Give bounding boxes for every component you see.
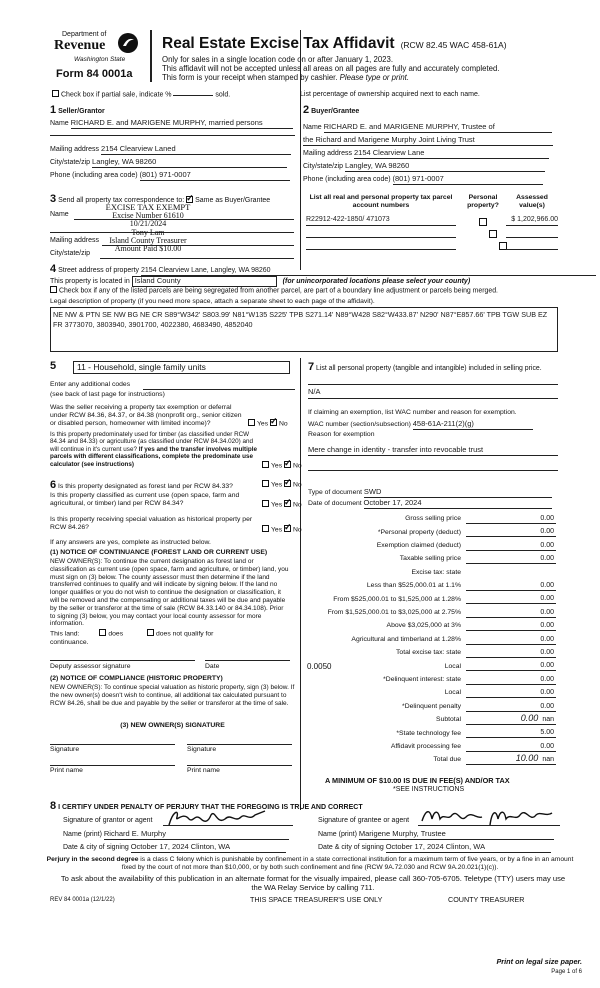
- yes-label: Yes: [257, 420, 269, 428]
- certify-text: I CERTIFY UNDER PENALTY OF PERJURY THAT THE FOREGOING IS TRUE AND CORRECT: [58, 804, 363, 811]
- grantee-signature-row: [318, 817, 409, 825]
- does-label: does: [108, 630, 124, 638]
- wac-row: [308, 420, 533, 430]
- header-line3: This form is your receipt when stamped by cashier.: [162, 72, 340, 82]
- tax-calc-label: *Delinquent interest: state: [383, 675, 461, 683]
- grantor-name-row: [63, 830, 289, 840]
- tax-calc-label: Local: [444, 689, 461, 697]
- seller-phone-field[interactable]: (801) 971-0007: [140, 171, 290, 181]
- reason-label: Reason for exemption: [308, 431, 375, 438]
- doc-date-row: [308, 499, 552, 509]
- tax-calc-value[interactable]: 0.00: [466, 662, 556, 671]
- section-8-number: 8: [50, 800, 57, 812]
- grantee-name-row: [318, 830, 554, 840]
- grantor-date-field[interactable]: October 17, 2024 Clinton, WA: [131, 843, 286, 853]
- tax-calc-row: [305, 513, 558, 524]
- owner-signature-label-1: Signature: [50, 746, 80, 753]
- street-field[interactable]: 2154 Clearview Lane, Langley, WA 98260: [141, 267, 596, 276]
- tax-calc-row: [305, 687, 558, 698]
- buyer-phone-row: [303, 175, 543, 185]
- correspondence-city-label: City/state/zip: [50, 250, 91, 257]
- accessibility-note: To ask about the availability of this publication in an alternate format for the visually impaired, please call 360-705-6705. Teletype (TTY) users may use the WA Relay Service by calling 711.: [60, 874, 566, 892]
- no-label: No: [292, 526, 302, 534]
- grantee-signature: [418, 805, 558, 829]
- exemption-question: Was the seller receiving a property tax exemption or deferral under RCW 84.36, 84.37, or 84.38 (nonprofit org., senior citizen or disabled person, homeowner with limited income)?: [50, 404, 242, 427]
- stamp-line-4: Tony Lam: [131, 227, 165, 237]
- no-label: No: [292, 481, 302, 489]
- if-yes-note: If any answers are yes, complete as instructed below.: [50, 539, 211, 546]
- deputy-signature-label: Deputy assessor signature: [50, 663, 131, 670]
- tax-calc-row: [305, 727, 558, 738]
- does-checkbox[interactable]: [99, 629, 106, 636]
- tax-calc-row: [305, 754, 558, 765]
- exemption-answers: [248, 420, 288, 428]
- forest-question-row: [50, 479, 260, 492]
- perjury-note: [40, 856, 580, 872]
- tax-calc-row: [305, 553, 558, 564]
- assessed-value-field[interactable]: [506, 228, 558, 238]
- personal-property-field[interactable]: N/A: [308, 387, 321, 396]
- dept-line3: Washington State: [74, 56, 126, 63]
- local-rate-field: 0.0050: [307, 662, 332, 672]
- grantor-name-field[interactable]: Richard E. Murphy: [104, 830, 289, 840]
- timber-no-checkbox[interactable]: [284, 461, 291, 468]
- tax-calc-value[interactable]: 0.00: [466, 636, 556, 645]
- grantee-signature-label: Signature of grantee or agent: [318, 817, 410, 824]
- buyer-city-label: City/state/zip: [303, 163, 344, 170]
- seller-heading-label: Seller/Grantor: [58, 108, 105, 115]
- tax-calc-value[interactable]: 0.00: [466, 622, 556, 631]
- tax-calc-row: [305, 620, 558, 631]
- parcel-number-field[interactable]: [306, 228, 456, 238]
- seller-city-row: [50, 158, 287, 168]
- timber-yes-checkbox[interactable]: [262, 461, 269, 468]
- ownership-note: List percentage of ownership acquired next to each name.: [300, 91, 480, 98]
- dept-line1: Department of: [62, 31, 107, 38]
- header-line1: Only for sales in a single location code on or after January 1, 2023.: [162, 54, 394, 64]
- tax-calc-value[interactable]: 0.00: [466, 649, 556, 658]
- no-label: No: [278, 420, 288, 428]
- assessed-value-field[interactable]: $ 1,202,966.00: [506, 216, 558, 226]
- tax-calc-label: *Personal property (deduct): [377, 528, 461, 536]
- page-number: Page 1 of 6: [551, 969, 582, 975]
- legal-description-label: Legal description of property (if you need more space, attach a separate sheet to each page of the affidavit).: [50, 298, 375, 305]
- grantor-signature-label: Signature of grantor or agent: [63, 817, 153, 824]
- page-title: Real Estate Excise Tax Affidavit: [162, 35, 395, 52]
- buyer-name-row2: [303, 136, 553, 146]
- treasurer-space-label: THIS SPACE TREASURER'S USE ONLY: [250, 895, 383, 904]
- unincorporated-note: (for unincorporated locations please select your county): [282, 278, 471, 285]
- tax-calc-value[interactable]: 0.00: [466, 595, 556, 604]
- printed-amount: nan: [542, 715, 554, 723]
- perjury-text: is a class C felony which is punishable by confinement in a state correctional institution for a maximum term of five years, or by a fine in an amount fixed by the court of not more than $10,000, or by both such confinement and fine (RCW 9A.72.030 and RCW 9A.20.021(1)(c)).: [121, 856, 574, 872]
- partial-sale-label: Check box if partial sale, indicate %: [61, 91, 172, 99]
- header-line2: This affidavit will not be accepted unless all areas on all pages are fully and accurately completed.: [162, 63, 500, 73]
- yes-label: Yes: [271, 462, 283, 470]
- tax-calc-row: [305, 741, 558, 752]
- sold-label: sold.: [215, 91, 231, 99]
- buyer-name-field-2[interactable]: the Richard and Marigene Murphy Joint Living Trust: [303, 136, 553, 146]
- personal-property-checkbox[interactable]: [479, 218, 487, 226]
- rcw-reference: (RCW 82.45 WAC 458-61A): [400, 40, 507, 50]
- seller-phone-row: [50, 171, 290, 181]
- seller-city-label: City/state/zip: [50, 159, 91, 166]
- handwritten-amount: 10.00: [515, 753, 539, 764]
- section-6-number: 6: [50, 479, 57, 491]
- section-3-number: 3: [50, 193, 57, 205]
- section-1-number: 1: [50, 104, 57, 116]
- tax-calc-label: Taxable selling price: [399, 555, 461, 563]
- street-row: [50, 263, 596, 276]
- continuance-title: (1) NOTICE OF CONTINUANCE (FOREST LAND OR CURRENT USE): [50, 549, 268, 556]
- tax-calc-label: Less than $525,000.01 at 1.1%: [366, 582, 461, 590]
- buyer-city-field[interactable]: Langley, WA 98260: [345, 162, 545, 172]
- tax-calc-value[interactable]: 0.00: [466, 515, 556, 524]
- tax-calc-row: [305, 714, 558, 725]
- dor-logo: [44, 27, 144, 79]
- county-row: [50, 276, 470, 287]
- historic-yes-checkbox[interactable]: [262, 525, 269, 532]
- timber-question: [50, 431, 258, 468]
- tax-calc-value[interactable]: 0.00: [466, 542, 556, 551]
- seller-city-field[interactable]: Langley, WA 98260: [92, 158, 287, 168]
- same-as-buyer-label: Same as Buyer/Grantee: [195, 197, 271, 204]
- legal-description-field[interactable]: NE NW & PTN SE NW BG NE CR S89°W342' S803.99' N81°W135 S225' TPB S271.14' N89°W428 S82°W433.87' N290' N87°E857.66' TPB TGW SUB EZ FR 3773070, 3803940, 3901700, 4022380, 4683490, 4852040: [50, 307, 558, 352]
- form-number: Form 84 0001a: [56, 68, 133, 80]
- seller-heading: [50, 104, 105, 117]
- tax-calc-label: *State technology fee: [396, 729, 461, 737]
- tax-calc-label: Local: [444, 662, 461, 670]
- forest-yes-checkbox[interactable]: [262, 480, 269, 487]
- tax-calc-row: [305, 540, 558, 551]
- doc-date-field[interactable]: October 17, 2024: [364, 499, 552, 509]
- forest-no-checkbox[interactable]: [284, 480, 291, 487]
- tax-calc-value[interactable]: 0.00: [466, 528, 556, 537]
- section-5-number: 5: [50, 360, 57, 372]
- segregated-row: [50, 287, 498, 295]
- buyer-mailing-row: [303, 149, 549, 159]
- owner-signature-label-2: Signature: [187, 746, 217, 753]
- forest-answers: [262, 481, 302, 489]
- current-use-answers: [262, 501, 302, 509]
- current-use-yes-checkbox[interactable]: [262, 500, 269, 507]
- grantee-name-field[interactable]: Marigene Murphy, Trustee: [359, 830, 554, 840]
- land-use-select[interactable]: 11 - Household, single family units: [73, 361, 290, 374]
- historic-question: Is this property receiving special valuation as historical property per RCW 84.26?: [50, 516, 253, 531]
- historic-answers: [262, 526, 302, 534]
- buyer-city-row: [303, 162, 545, 172]
- buyer-phone-field[interactable]: (801) 971-0007: [393, 175, 543, 185]
- yes-label: Yes: [271, 501, 283, 509]
- tax-calc-row: [305, 580, 558, 591]
- partial-sale-row: [52, 91, 230, 99]
- does-not-label: does not qualify for: [156, 630, 214, 638]
- doc-type-row: [308, 488, 552, 498]
- grantee-date-field[interactable]: October 17, 2024 Clinton, WA: [386, 843, 551, 853]
- correspondence-name-label: Name: [50, 211, 69, 218]
- dept-line2: Revenue: [54, 38, 106, 53]
- compliance-title: (2) NOTICE OF COMPLIANCE (HISTORIC PROPERTY): [50, 675, 223, 682]
- forest-question: Is this property designated as forest land per RCW 84.33?: [58, 483, 233, 490]
- doc-date-label: Date of document: [308, 500, 362, 507]
- deputy-date-label: Date: [205, 663, 220, 670]
- stamp-line-6: Amount Paid $10.00: [114, 244, 182, 254]
- tax-calc-row: [305, 634, 558, 645]
- owner-print-name-label-1: Print name: [50, 767, 83, 774]
- minimum-note: A MINIMUM OF $10.00 IS DUE IN FEE(S) AND/OR TAX: [325, 776, 510, 785]
- tax-calc-label: Total due: [433, 756, 461, 764]
- tax-calc-value[interactable]: 0.00: [466, 555, 556, 564]
- tax-calc-label: Gross selling price: [405, 515, 461, 523]
- grantor-signature-row: [63, 817, 153, 825]
- tax-calc-label: From $525,000.01 to $1,525,000 at 1.28%: [333, 595, 461, 603]
- buyer-heading-label: Buyer/Grantee: [311, 108, 360, 115]
- tax-calc-value[interactable]: 0.00: [466, 743, 556, 752]
- seller-mailing-row: [50, 145, 291, 155]
- tax-calc-row: [305, 701, 558, 712]
- buyer-mailing-label: Mailing address: [303, 150, 353, 157]
- additional-codes-instructions: (see back of last page for instructions): [50, 391, 165, 398]
- buyer-name-label: Name: [303, 124, 322, 131]
- tax-calc-value[interactable]: 0.00: [466, 676, 556, 685]
- this-land-label: This land:: [50, 630, 80, 638]
- tax-calc-value[interactable]: 0.00: [466, 582, 556, 591]
- yes-label: Yes: [271, 481, 283, 489]
- grantee-date-label: Date & city of signing: [318, 844, 384, 851]
- timber-question-text: Is this property predominately used for timber (as classified under RCW 84.34 and 84.33) or agriculture (as classified under RCW 84.34.020) and will continue in it's current use?: [50, 431, 254, 453]
- buyer-mailing-field[interactable]: 2154 Clearview Lane: [354, 149, 549, 159]
- excise-exempt-stamp: [88, 203, 208, 254]
- tax-calc-label: Subtotal: [436, 716, 461, 724]
- handwritten-amount: 0.00: [520, 712, 539, 723]
- exemption-label: If claiming an exemption, list WAC number and reason for exemption.: [308, 409, 517, 416]
- seller-phone-label: Phone (including area code): [50, 172, 138, 179]
- personal-property-header: Personal property?: [467, 194, 499, 209]
- buyer-phone-label: Phone (including area code): [303, 176, 391, 183]
- personal-property-label: List all personal property (tangible and intangible) included in selling price.: [316, 365, 542, 372]
- grantor-date-row: [63, 843, 286, 853]
- buyer-name-field[interactable]: RICHARD E. and MARIGENE MURPHY, Trustee of: [324, 123, 552, 133]
- header-title-block: [162, 35, 592, 83]
- tax-calc-row: [305, 674, 558, 685]
- see-instructions: *SEE INSTRUCTIONS: [393, 786, 465, 793]
- grantor-date-label: Date & city of signing: [63, 844, 129, 851]
- stamp-line-3: 10/21/2024: [129, 219, 167, 229]
- section-2-number: 2: [303, 104, 310, 116]
- tax-calc-value[interactable]: [466, 713, 556, 725]
- tax-calc-value[interactable]: 5.00: [466, 729, 556, 738]
- parcel-number-field[interactable]: [306, 240, 456, 250]
- stamp-line-5: Island County Treasurer: [109, 236, 187, 246]
- does-not-checkbox[interactable]: [147, 629, 154, 636]
- historic-no-checkbox[interactable]: [284, 525, 291, 532]
- exemption-no-checkbox[interactable]: [270, 419, 277, 426]
- owner-print-name-label-2: Print name: [187, 767, 220, 774]
- tax-calc-row: [305, 647, 558, 658]
- section-4-number: 4: [50, 263, 57, 275]
- stamp-line-1: EXCISE TAX EXEMPT: [105, 202, 191, 212]
- tax-calc-row: [305, 567, 558, 578]
- grantee-name-label: Name (print): [318, 831, 357, 838]
- section-7-row: [308, 361, 560, 374]
- exemption-yes-checkbox[interactable]: [248, 419, 255, 426]
- county-select[interactable]: Island County: [132, 276, 277, 287]
- tax-calc-label: Excise tax: state: [411, 568, 461, 576]
- compliance-body: NEW OWNER(S): To continue special valuation as historic property, sign (3) below. If the new owner(s) doesn't wish to continue, all additional tax calculated pursuant to RCW 84.26, shall be due and payable by the seller or transferor at the time of sale.: [50, 684, 295, 707]
- grantor-signature: [165, 807, 275, 829]
- timber-question-bold: If yes and the transfer involves multiple parcels with different classifications, complete the predominate use calculator (see instructions): [50, 445, 257, 468]
- continuance-body: NEW OWNER(S): To continue the current designation as forest land or classification as current use (open space, farm and agriculture, or timber) land, you must sign on (3) below. The county assessor must then determine if the land transferred continues to qualify and will indicate by signing below. If the land no longer qualifies or you do not wish to continue the designation or classification, it will be removed and the compensating or additional taxes will be due and payable by the seller or transferor at the time of sale (RCW 84.33.140 or 84.34.108). Prior to signing (3) below, you may contact your local county assessor for more information.: [50, 558, 289, 628]
- tax-calc-row: [305, 526, 558, 537]
- this-land-row: [50, 630, 213, 638]
- perjury-bold: Perjury in the second degree: [46, 856, 139, 863]
- timber-answers: [262, 462, 302, 470]
- seller-mailing-label: Mailing address: [50, 146, 100, 153]
- continuance-label: continuance.: [50, 639, 89, 646]
- seller-mailing-field[interactable]: 2154 Clearview Laned: [101, 145, 291, 155]
- tax-calc-label: Exemption claimed (deduct): [376, 541, 461, 549]
- parcel-header: List all real and personal property tax parcel account numbers: [309, 194, 453, 209]
- reason-field[interactable]: Mere change in identity - transfer into revocable trust: [308, 446, 558, 456]
- seller-name-field[interactable]: RICHARD E. and MARIGENE MURPHY, married persons: [71, 119, 293, 129]
- no-label: No: [292, 501, 302, 509]
- wa-logo-icon: [117, 32, 139, 54]
- located-label: This property is located in: [50, 278, 130, 285]
- revision-label: REV 84 0001a (12/1/22): [50, 897, 115, 903]
- correspondence-mailing-label: Mailing address: [50, 237, 100, 244]
- tax-calc-value[interactable]: 0.00: [466, 689, 556, 698]
- doc-type-label: Type of document: [308, 489, 363, 496]
- tax-calc-label: Affidavit processing fee: [390, 742, 461, 750]
- county-treasurer-label: COUNTY TREASURER: [448, 895, 525, 904]
- current-use-no-checkbox[interactable]: [284, 500, 291, 507]
- current-use-question: Is this property classified as current use (open space, farm and agricultural, or timber) land per RCW 84.34?: [50, 492, 240, 507]
- partial-percent-field[interactable]: [173, 95, 213, 96]
- tax-calc-label: Agricultural and timberland at 1.28%: [351, 635, 461, 643]
- no-label: No: [292, 462, 302, 470]
- tax-calc-row: [305, 660, 558, 671]
- assessed-value-field[interactable]: [506, 240, 558, 250]
- wac-field[interactable]: 458-61A-211(2)(g): [413, 420, 533, 430]
- tax-calc-value[interactable]: [466, 753, 556, 765]
- tax-calc-row: [305, 607, 558, 618]
- tax-calc-label: Above $3,025,000 at 3%: [386, 622, 461, 630]
- buyer-heading: [303, 104, 359, 117]
- street-label: Street address of property: [58, 267, 140, 274]
- seller-name-label: Name: [50, 120, 69, 127]
- assessed-value-header: Assessed value(s): [516, 194, 548, 209]
- segregated-checkbox[interactable]: [50, 286, 57, 293]
- buyer-name-row: [303, 123, 552, 133]
- tax-calc-row: [305, 593, 558, 604]
- doc-type-field[interactable]: SWD: [364, 488, 552, 498]
- printed-amount: nan: [542, 756, 554, 764]
- section-7-number: 7: [308, 361, 315, 373]
- tax-calc-value[interactable]: 0.00: [466, 703, 556, 712]
- personal-property-checkbox[interactable]: [489, 230, 497, 238]
- grantor-name-label: Name (print): [63, 831, 102, 838]
- tax-calc-label: From $1,525,000.01 to $3,025,000 at 2.75%: [327, 608, 461, 616]
- legal-paper-note: Print on legal size paper.: [496, 957, 582, 966]
- seller-name-row: [50, 119, 295, 129]
- correspondence-label: Send all property tax correspondence to:: [58, 197, 185, 204]
- stamp-line-2: Excise Number 61610: [112, 210, 184, 220]
- grantee-date-row: [318, 843, 551, 853]
- new-owner-signature-title: (3) NEW OWNER(S) SIGNATURE: [120, 722, 225, 729]
- tax-calc-label: *Delinquent penalty: [402, 702, 461, 710]
- tax-calc-label: Total excise tax: state: [396, 649, 461, 657]
- parcel-number-field[interactable]: R22912-422-1850/ 471073: [306, 216, 456, 226]
- additional-codes-label: Enter any additional codes: [50, 381, 131, 388]
- type-or-print: Please type or print.: [339, 72, 410, 82]
- yes-label: Yes: [271, 526, 283, 534]
- segregated-note: Check box if any of the listed parcels are being segregated from another parcel, are part of a boundary line adjustment or parcels being merged.: [59, 287, 498, 295]
- partial-sale-checkbox[interactable]: [52, 90, 59, 97]
- wac-label: WAC number (section/subsection): [308, 421, 411, 428]
- tax-calc-value[interactable]: 0.00: [466, 609, 556, 618]
